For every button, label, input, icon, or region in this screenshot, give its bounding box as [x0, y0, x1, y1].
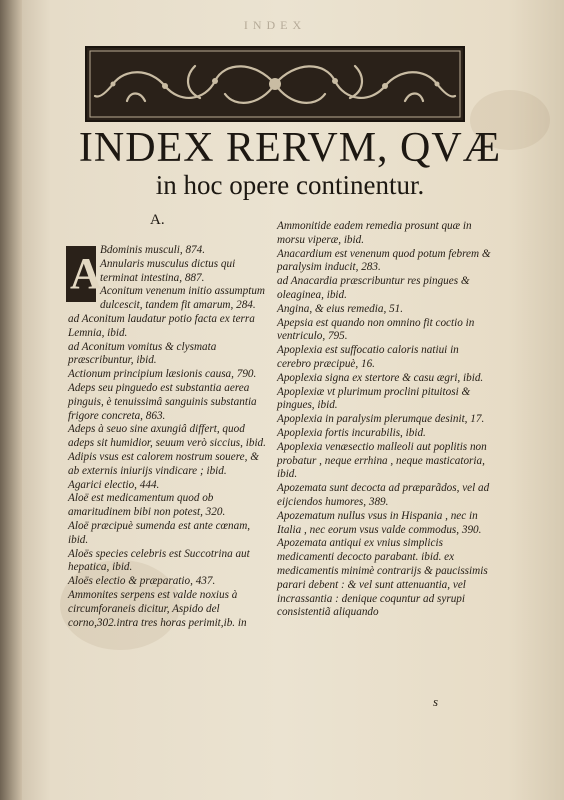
index-entry: Aloë est medicamentum quod ob amaritudinem bibi non potest, 320.	[68, 492, 226, 519]
index-entry: Apozemata antiqui ex vnius simplicis medicamenti decocto parabant. ibid. ex medicamentis minimè contrarijs & paucissimis parari debent : & vel sunt attenuantia, vel incrassantia : denique coquntur ad syrupi consistentiã aliquando	[277, 537, 488, 619]
index-entry: Apepsia est quando non omnino fit coctio in ventriculo, 795.	[277, 316, 475, 343]
index-entry: ad Anacardia præscribuntur res pingues & oleaginea, ibid.	[277, 275, 470, 301]
page-title: INDEX RERVM, QVÆ	[78, 125, 502, 171]
index-entry: Agarici electio, 444.	[68, 478, 160, 491]
index-entry: Apoplexia venæsectio malleoli aut poplitis non probatur , neque errhina , neque masticatoria, ibid.	[277, 440, 487, 481]
section-letter: A.	[150, 212, 165, 228]
index-entry: Aloë præcipuè sumenda est ante cœnam, ibid.	[68, 519, 251, 546]
index-entry: Aconitum venenum initio assumptum dulcescit, tandem fit amarum, 284.	[100, 285, 265, 312]
index-entry: Apoplexia in paralysim plerumque desinit, 17.	[277, 413, 485, 426]
index-entry: ad Aconitum laudatur potio facta ex terra Lemnia, ibid.	[68, 312, 255, 339]
index-entry: Apozemata sunt decocta ad præparãdos, vel ad eijciendos humores, 389.	[277, 482, 490, 508]
drop-cap: A	[66, 246, 96, 302]
index-entry: Actionum principium læsionis causa, 790.	[68, 368, 257, 381]
running-head: INDEX	[243, 18, 307, 32]
page-subtitle: in hoc opere continentur.	[155, 170, 425, 200]
index-entry: Apoplexia signa ex stertore & casu ægri, ibid.	[277, 371, 484, 384]
index-entry: Bdominis musculi, 874.	[100, 244, 206, 256]
index-entry: Adipis vsus est calorem nostrum souere, & ab externis iniurijs vindicare ; ibid.	[68, 450, 259, 477]
index-entry: Aloës electio & præparatio, 437.	[68, 575, 216, 588]
index-entry: ad Aconitum vomitus & clysmata præscribuntur, ibid.	[68, 340, 217, 367]
index-entry: Ammonitide eadem remedia prosunt quæ in morsu viperæ, ibid.	[277, 220, 472, 246]
index-entry: Apoplexia est suffocatio caloris natiui in cerebro præcipuè, 16.	[277, 344, 459, 370]
catchword: s	[433, 694, 439, 709]
index-entry: Angina, & eius remedia, 51.	[277, 302, 404, 315]
index-entry: Adeps à seuo sine axungiâ differt, quod adeps sit humidior, seuum verò siccius, ibid.	[68, 423, 266, 450]
decorative-headpiece	[85, 46, 465, 122]
index-column-left	[68, 244, 266, 630]
index-column-right	[277, 220, 493, 620]
index-entry: Aloës species celebris est Succotrina aut hepatica, ibid.	[68, 547, 250, 574]
index-entry: Apozematum nullus vsus in Hispania , nec in Italia , nec eorum vsus valde commodus, 390.	[277, 509, 482, 536]
book-spine	[0, 0, 22, 800]
index-entry: Adeps seu pinguedo est substantia aerea pinguis, è tenuissimâ sanguinis substantia frigore concreta, 863.	[68, 381, 257, 422]
index-entry: Apoplexiæ vt plurimum proclini pituitosi & pingues, ibid.	[277, 385, 471, 412]
index-entry: Apoplexia fortis incurabilis, ibid.	[277, 426, 426, 439]
index-entry: Annularis musculus dictus qui terminat intestina, 887.	[100, 257, 236, 284]
index-entry: Anacardium est venenum quod potum febrem & paralysim inducit, 283.	[277, 247, 491, 274]
index-entry: Ammonites serpens est valde noxius à circumforaneis dicitur, Aspido del corno,302.intra tres horas perimit,ib. in	[68, 588, 247, 629]
